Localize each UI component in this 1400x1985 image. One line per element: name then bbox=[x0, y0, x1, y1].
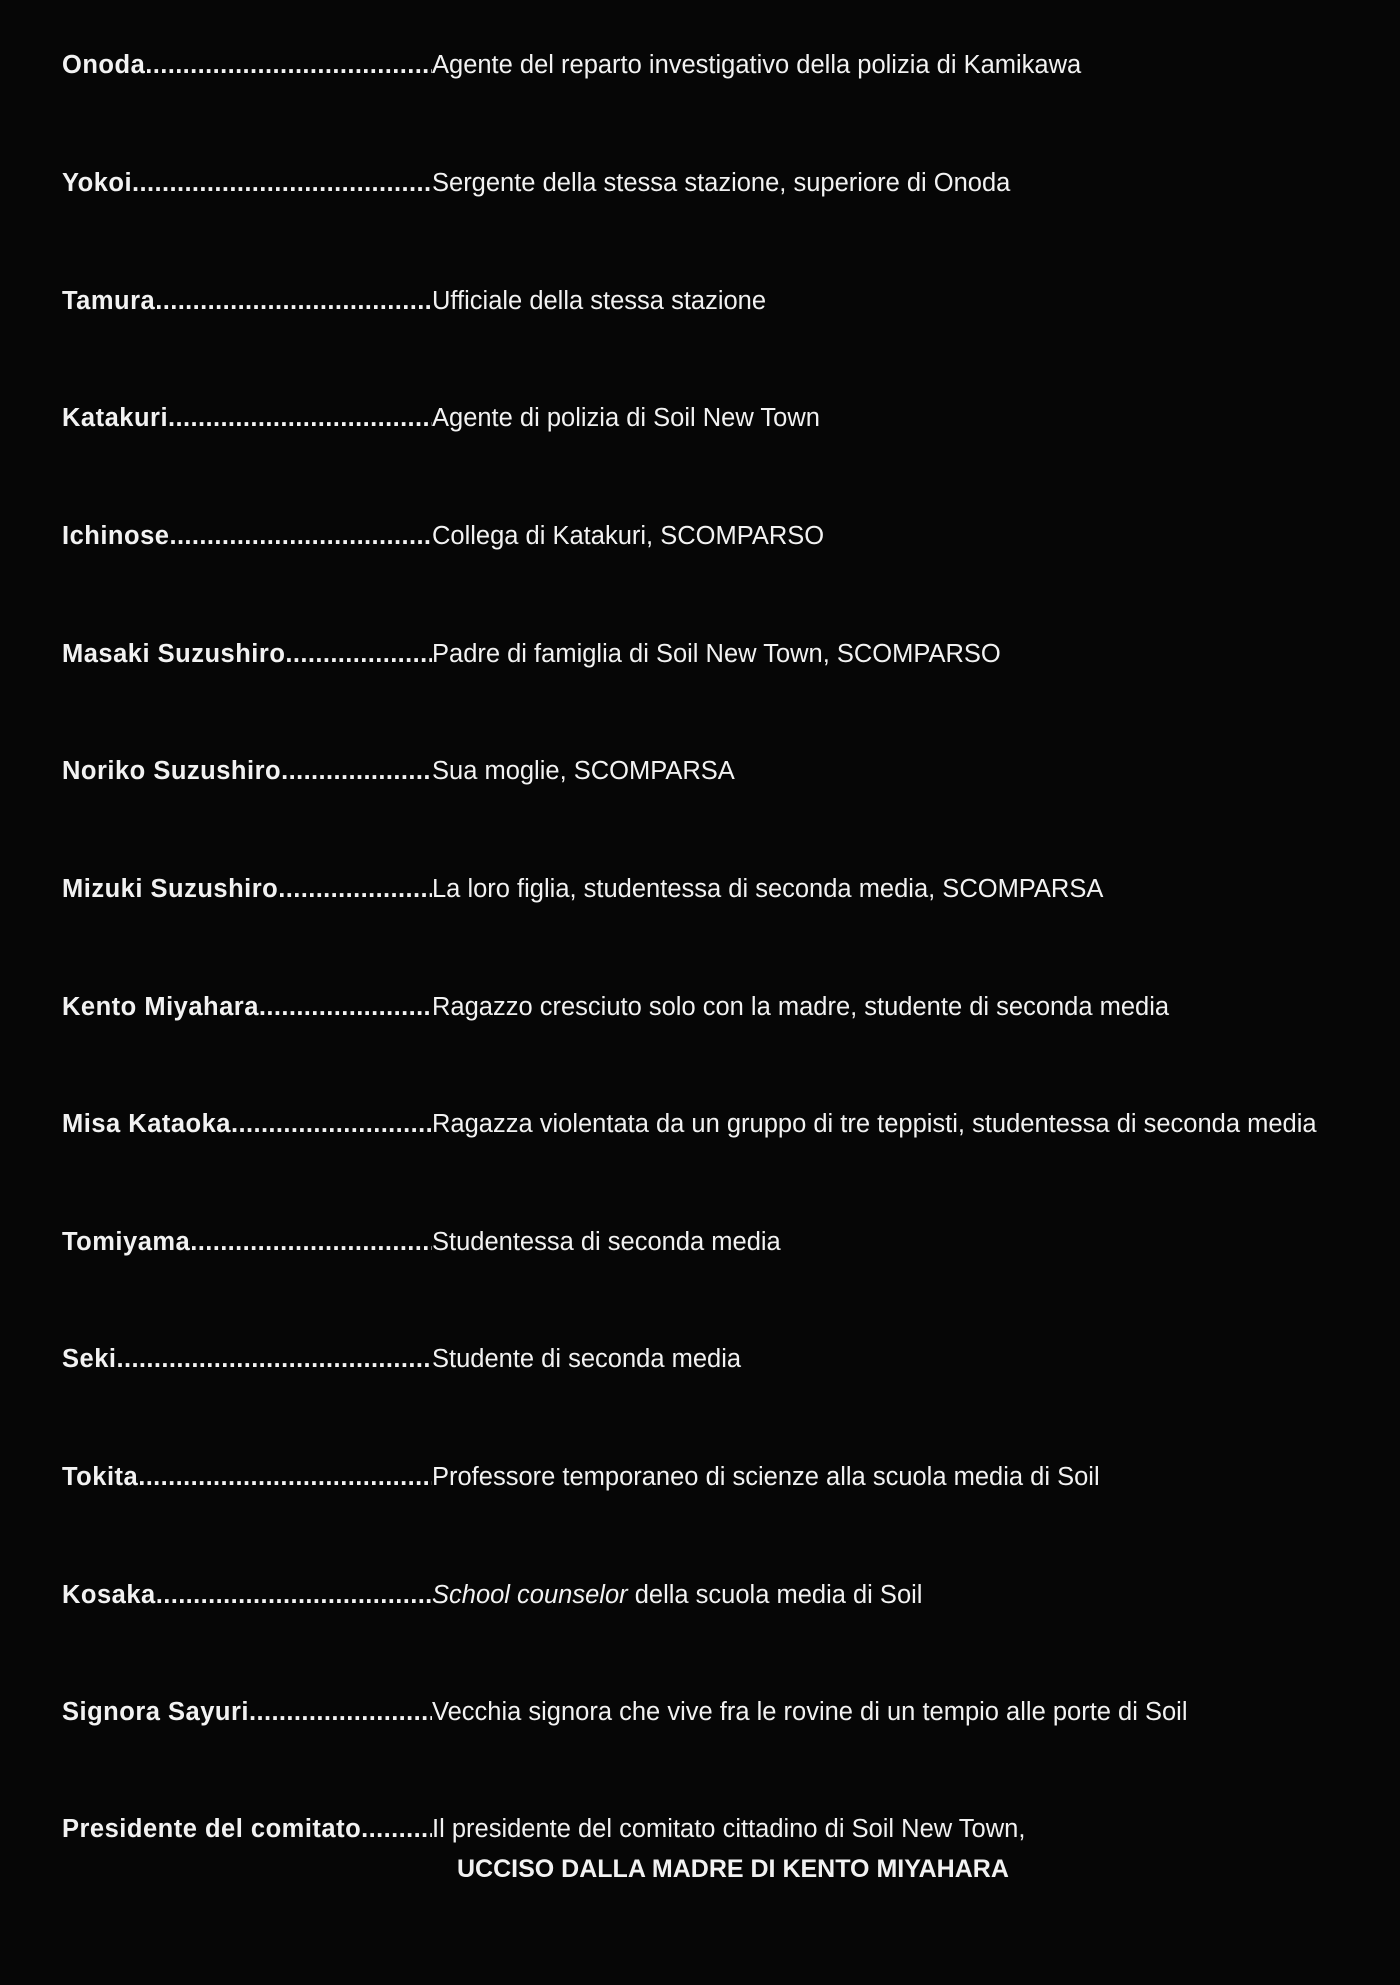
entry-tokita bbox=[62, 1460, 1382, 1500]
entry-tamura bbox=[62, 284, 1382, 324]
entry-name: Tokita bbox=[62, 1463, 139, 1491]
entry-name: Signora Sayuri bbox=[62, 1698, 249, 1726]
dot-leader bbox=[249, 1695, 432, 1729]
dot-leader bbox=[155, 284, 432, 318]
dot-leader bbox=[231, 1107, 432, 1141]
entry-ichinose bbox=[62, 519, 1382, 559]
entry-name: Mizuki Suzushiro bbox=[62, 875, 279, 903]
entry-description bbox=[432, 1578, 1382, 1612]
entry-name: Yokoi bbox=[62, 169, 133, 197]
entry-description: Ufficiale della stessa stazione bbox=[432, 287, 767, 315]
entry-name: Onoda bbox=[62, 51, 146, 79]
entry-description: Agente del reparto investigativo della polizia di Kamikawa bbox=[432, 51, 1082, 79]
entry-name: Seki bbox=[62, 1345, 117, 1373]
entry-description: Ragazzo cresciuto solo con la madre, studente di seconda media bbox=[432, 993, 1170, 1021]
entry-masaki-suzushiro bbox=[62, 637, 1382, 677]
entry-description: Agente di polizia di Soil New Town bbox=[432, 404, 820, 432]
entry-name: Kento Miyahara bbox=[62, 993, 259, 1021]
dot-leader bbox=[116, 1342, 432, 1376]
entry-katakuri bbox=[62, 401, 1382, 441]
entry-kosaka bbox=[62, 1578, 1382, 1618]
dot-leader bbox=[278, 872, 432, 906]
entry-presidente-del-comitato bbox=[62, 1812, 1382, 1852]
dot-leader bbox=[259, 990, 432, 1024]
entry-noriko-suzushiro bbox=[62, 754, 1382, 794]
entry-description: Il presidente del comitato cittadino di Soil New Town, bbox=[432, 1815, 1026, 1843]
dot-leader bbox=[285, 637, 432, 671]
dot-leader bbox=[168, 401, 432, 435]
entry-description: Vecchia signora che vive fra le rovine di un tempio alle porte di Soil bbox=[432, 1698, 1188, 1726]
dot-leader bbox=[138, 1460, 432, 1494]
entry-signora-sayuri bbox=[62, 1695, 1382, 1735]
entry-description-rest: della scuola media di Soil bbox=[627, 1581, 923, 1609]
entry-name: Kosaka bbox=[62, 1581, 156, 1609]
entry-description: Collega di Katakuri, SCOMPARSO bbox=[432, 522, 825, 550]
entry-onoda bbox=[62, 48, 1382, 88]
entry-name: Tomiyama bbox=[62, 1228, 191, 1256]
entry-description-second-line: UCCISO DALLA MADRE DI KENTO MIYAHARA bbox=[457, 1855, 1009, 1883]
entry-misa-kataoka bbox=[62, 1107, 1382, 1147]
entry-description: Ragazza violentata da un gruppo di tre teppisti, studentessa di seconda media bbox=[432, 1110, 1317, 1138]
entry-description: Studentessa di seconda media bbox=[432, 1228, 781, 1256]
dot-leader bbox=[145, 48, 432, 82]
entry-tomiyama bbox=[62, 1225, 1382, 1265]
dot-leader bbox=[281, 754, 432, 788]
entry-seki bbox=[62, 1342, 1382, 1382]
entry-name: Katakuri bbox=[62, 404, 169, 432]
entry-name: Ichinose bbox=[62, 522, 170, 550]
entry-yokoi bbox=[62, 166, 1382, 206]
entry-mizuki-suzushiro bbox=[62, 872, 1382, 912]
entry-description: Studente di seconda media bbox=[432, 1345, 742, 1373]
entry-description: Professore temporaneo di scienze alla scuola media di Soil bbox=[432, 1463, 1100, 1491]
dot-leader bbox=[132, 166, 432, 200]
dot-leader bbox=[361, 1812, 432, 1846]
entry-description: Padre di famiglia di Soil New Town, SCOMPARSO bbox=[432, 640, 1001, 668]
entry-name: Masaki Suzushiro bbox=[62, 640, 286, 668]
entry-description-italic: School counselor bbox=[432, 1581, 628, 1609]
entry-description: Sua moglie, SCOMPARSA bbox=[432, 757, 735, 785]
entry-name: Presidente del comitato bbox=[62, 1815, 362, 1843]
entry-description: La loro figlia, studentessa di seconda media, SCOMPARSA bbox=[432, 875, 1104, 903]
entry-description: Sergente della stessa stazione, superiore di Onoda bbox=[432, 169, 1011, 197]
entry-name: Misa Kataoka bbox=[62, 1110, 231, 1138]
entry-kento-miyahara bbox=[62, 990, 1382, 1030]
entry-name: Noriko Suzushiro bbox=[62, 757, 282, 785]
dot-leader bbox=[156, 1578, 432, 1612]
dot-leader bbox=[190, 1225, 432, 1259]
dot-leader bbox=[169, 519, 432, 553]
entry-name: Tamura bbox=[62, 287, 156, 315]
